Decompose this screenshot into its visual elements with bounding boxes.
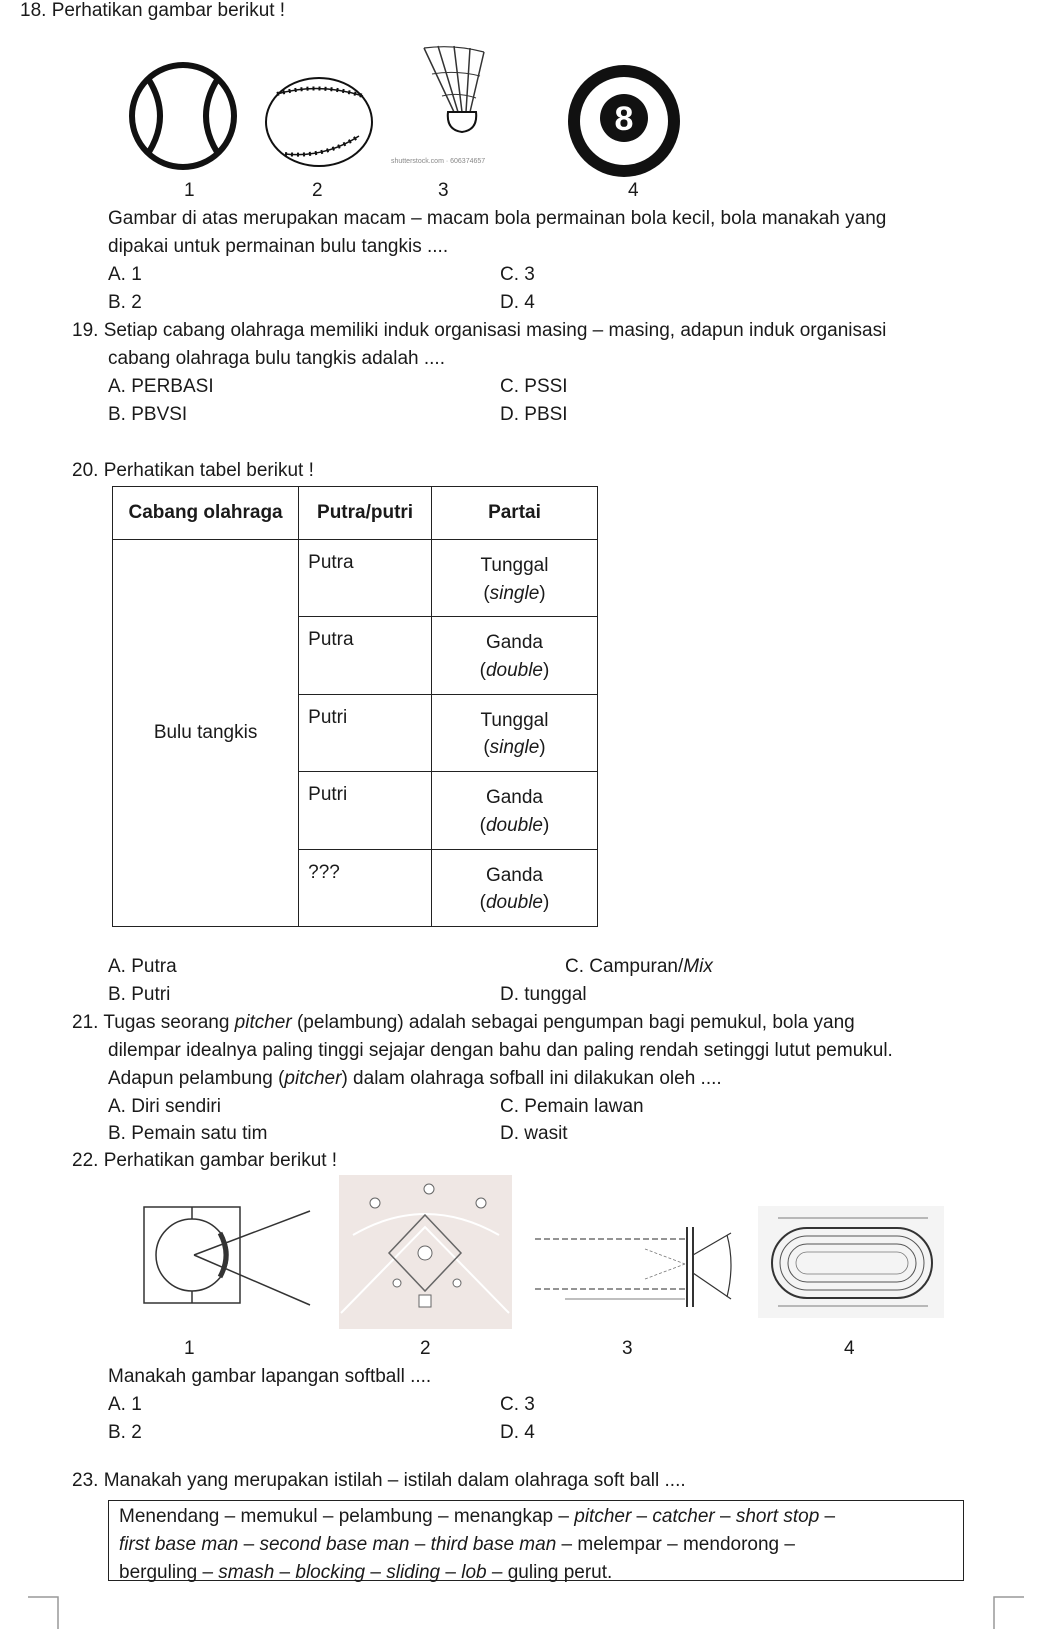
field-label-4: 4	[844, 1338, 855, 1359]
fig-label-1: 1	[184, 180, 195, 201]
table-cell-who: Putri	[299, 694, 432, 771]
q22-option-b[interactable]: B. 2	[108, 1422, 142, 1443]
ball-number: 8	[614, 100, 634, 138]
q21-option-a[interactable]: A. Diri sendiri	[108, 1096, 221, 1117]
table-cell-partai: Ganda (double)	[431, 772, 597, 849]
badminton-table	[112, 486, 598, 927]
q18-option-a[interactable]: A. 1	[108, 264, 142, 285]
q19-text-line1: 19. Setiap cabang olahraga memiliki induk organisasi masing – masing, adapun induk organisasi	[72, 320, 887, 341]
q23-question: 23. Manakah yang merupakan istilah – istilah dalam olahraga soft ball ....	[72, 1470, 686, 1491]
q22-option-c[interactable]: C. 3	[500, 1394, 535, 1415]
table-cell-cabang: Bulu tangkis	[113, 540, 299, 927]
throwing-circle-diagram-icon	[142, 1205, 312, 1311]
shuttlecock-icon	[418, 44, 498, 136]
table-cell-who: ???	[299, 849, 432, 926]
q18-option-d[interactable]: D. 4	[500, 292, 535, 313]
q22-header: 22. Perhatikan gambar berikut !	[72, 1150, 338, 1171]
billiard-eight-ball-icon	[565, 62, 683, 180]
q22-option-d[interactable]: D. 4	[500, 1422, 535, 1443]
q20-option-c[interactable]: C. Campuran/Mix	[565, 956, 713, 977]
table-header-putra-putri: Putra/putri	[299, 487, 432, 540]
q19-option-c[interactable]: C. PSSI	[500, 376, 568, 397]
table-cell-partai: Tunggal (single)	[431, 540, 597, 617]
fig-label-3: 3	[438, 180, 449, 201]
q23-box-line3: berguling – smash – blocking – sliding – lob – guling perut.	[119, 1562, 613, 1583]
q18-header: 18. Perhatikan gambar berikut !	[20, 0, 286, 21]
crop-mark-left	[28, 1595, 62, 1629]
q23-box-line1: Menendang – memukul – pelambung – menangkap – pitcher – catcher – short stop –	[119, 1506, 836, 1527]
q19-option-a[interactable]: A. PERBASI	[108, 376, 214, 397]
table-cell-partai: Ganda (double)	[431, 617, 597, 694]
q19-option-d[interactable]: D. PBSI	[500, 404, 568, 425]
table-cell-who: Putra	[299, 617, 432, 694]
q18-option-c[interactable]: C. 3	[500, 264, 535, 285]
field-label-3: 3	[622, 1338, 633, 1359]
q21-text-line3: Adapun pelambung (pitcher) dalam olahraga sofball ini dilakukan oleh ....	[108, 1068, 722, 1089]
q21-text-line1: 21. Tugas seorang pitcher (pelambung) adalah sebagai pengumpan bagi pemukul, bola yang	[72, 1012, 855, 1033]
crop-mark-right	[990, 1595, 1024, 1629]
q21-option-c[interactable]: C. Pemain lawan	[500, 1096, 644, 1117]
fig-label-4: 4	[628, 180, 639, 201]
table-cell-partai: Ganda (double)	[431, 849, 597, 926]
q20-option-d[interactable]: D. tunggal	[500, 984, 587, 1005]
q20-header: 20. Perhatikan tabel berikut !	[72, 460, 314, 481]
table-header-cabang: Cabang olahraga	[113, 487, 299, 540]
q20-option-a[interactable]: A. Putra	[108, 956, 177, 977]
runway-sector-diagram-icon	[535, 1227, 735, 1307]
q18-option-b[interactable]: B. 2	[108, 292, 142, 313]
q21-option-b[interactable]: B. Pemain satu tim	[108, 1123, 268, 1144]
q18-text-line1: Gambar di atas merupakan macam – macam bola permainan bola kecil, bola manakah yang	[108, 208, 887, 229]
q20-option-b[interactable]: B. Putri	[108, 984, 171, 1005]
table-row	[113, 540, 598, 617]
baseball-icon	[263, 74, 375, 170]
q23-terms-box	[108, 1500, 964, 1581]
field-label-1: 1	[184, 1338, 195, 1359]
tennis-ball-icon	[127, 60, 239, 172]
table-cell-who: Putra	[299, 540, 432, 617]
table-header-partai: Partai	[431, 487, 597, 540]
q18-text-line2: dipakai untuk permainan bulu tangkis ....	[108, 236, 449, 257]
q21-option-d[interactable]: D. wasit	[500, 1123, 568, 1144]
field-label-2: 2	[420, 1338, 431, 1359]
q23-box-line2: first base man – second base man – third base man – melempar – mendorong –	[119, 1534, 795, 1555]
table-cell-partai: Tunggal (single)	[431, 694, 597, 771]
watermark: shutterstock.com · 606374657	[391, 158, 486, 165]
q19-text-line2: cabang olahraga bulu tangkis adalah ....	[108, 348, 445, 369]
athletics-track-diagram-icon	[758, 1206, 944, 1318]
softball-field-diagram-icon	[339, 1175, 512, 1329]
q19-option-b[interactable]: B. PBVSI	[108, 404, 188, 425]
fig-label-2: 2	[312, 180, 323, 201]
q21-text-line2: dilempar idealnya paling tinggi sejajar dengan bahu dan paling rendah setinggi lutut pemukul.	[108, 1040, 893, 1061]
table-cell-who: Putri	[299, 772, 432, 849]
q22-option-a[interactable]: A. 1	[108, 1394, 142, 1415]
q22-question: Manakah gambar lapangan softball ....	[108, 1366, 432, 1387]
